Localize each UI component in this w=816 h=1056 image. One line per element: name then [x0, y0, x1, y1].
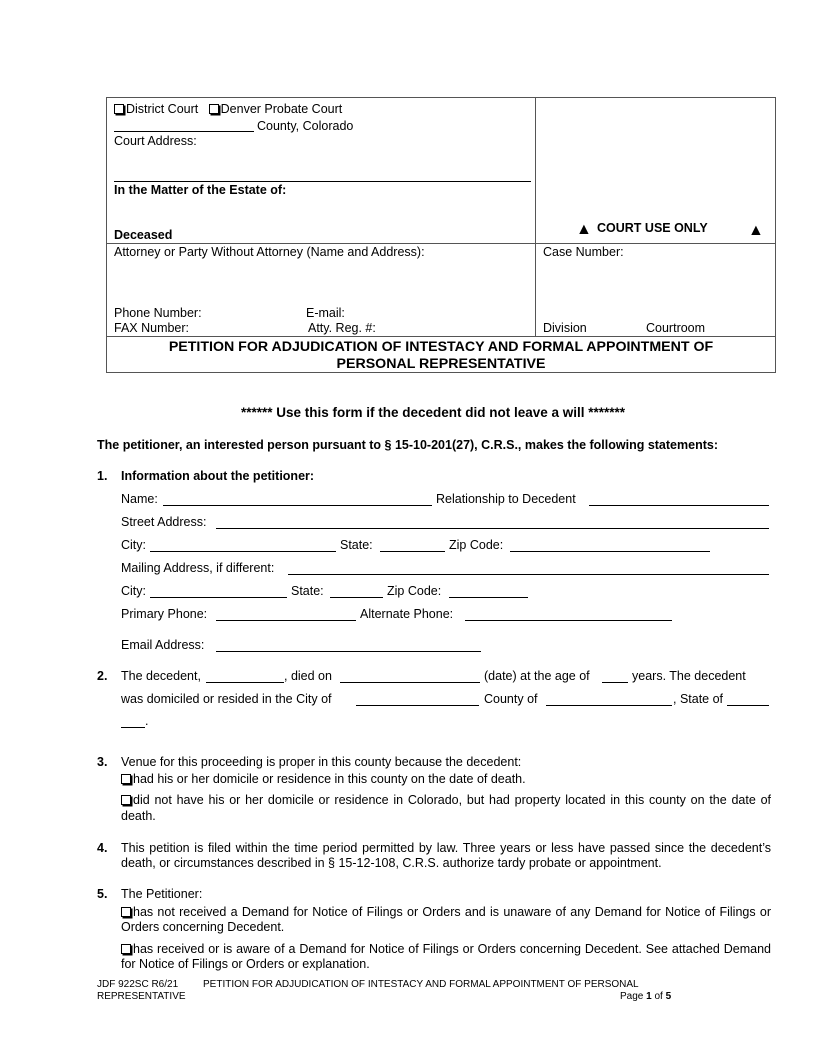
street-address-label: Street Address:	[121, 515, 207, 529]
venue-option-2-label: did not have his or her domicile or residence in Colorado, but had property located in this county on the date of death.	[121, 793, 771, 823]
mailing-state-field[interactable]	[330, 597, 383, 598]
footer-title-line-1: PETITION FOR ADJUDICATION OF INTESTACY AND FORMAL APPOINTMENT OF PERSONAL	[203, 979, 639, 990]
denver-probate-court-label: Denver Probate Court	[220, 102, 343, 116]
domicile-county-field[interactable]	[546, 705, 672, 706]
section-3-number: 3.	[97, 755, 108, 769]
footer-page-number	[620, 991, 671, 1002]
atty-reg-label: Atty. Reg. #:	[308, 321, 376, 335]
footer-title-line-2: REPRESENTATIVE	[97, 991, 186, 1002]
up-triangle-icon-right: ▲	[748, 222, 764, 239]
matter-of-estate-label: In the Matter of the Estate of:	[114, 183, 287, 197]
age-field[interactable]	[602, 682, 628, 683]
timeliness-text: This petition is filed within the time period permitted by law. Three years or less have passed since the decedent’s death, or circumstances described in § 15-12-108, C.R.S. authorize tardy probate or appointment.	[121, 841, 771, 870]
deceased-label: Deceased	[114, 228, 173, 242]
demand-option-2-checkbox[interactable]	[121, 944, 131, 954]
email-address-label: Email Address:	[121, 638, 205, 652]
form-title-line-2: PERSONAL REPRESENTATIVE	[336, 356, 546, 372]
county-name-field[interactable]	[114, 131, 254, 132]
state-label: State:	[340, 538, 373, 552]
venue-option-2-checkbox[interactable]	[121, 795, 131, 805]
case-number-label: Case Number:	[543, 245, 624, 259]
county-colorado-label: County, Colorado	[257, 119, 354, 133]
court-address-field[interactable]	[114, 181, 531, 182]
section-4-number: 4.	[97, 841, 108, 855]
caption-row-divider-1	[106, 243, 776, 244]
demand-option-1	[121, 905, 771, 935]
court-use-only-label: COURT USE ONLY	[597, 221, 708, 235]
email-label: E-mail:	[306, 306, 345, 320]
mailing-zip-field[interactable]	[449, 597, 528, 598]
intro-statement: The petitioner, an interested person pursuant to § 15-10-201(27), C.R.S., makes the following statements:	[97, 438, 718, 452]
footer-form-id: JDF 922SC R6/21	[97, 979, 179, 990]
decedent-text-1: The decedent,	[121, 669, 201, 683]
decedent-text-6: County of	[484, 692, 538, 706]
section-1-number: 1.	[97, 469, 108, 483]
zip-code-field[interactable]	[510, 551, 710, 552]
mailing-address-label: Mailing Address, if different:	[121, 561, 275, 575]
page-prefix: Page	[620, 991, 644, 1002]
demand-option-2	[121, 942, 771, 972]
caption-vertical-divider	[535, 97, 536, 336]
domicile-state-field-continued[interactable]	[121, 727, 145, 728]
zip-code-label: Zip Code:	[449, 538, 504, 552]
decedent-text-7: , State of	[673, 692, 724, 706]
decedent-text-3: (date) at the age of	[484, 669, 590, 683]
decedent-name-field[interactable]	[206, 682, 284, 683]
court-select-row	[114, 102, 342, 116]
date-of-death-field[interactable]	[340, 682, 480, 683]
decedent-text-2: , died on	[284, 669, 332, 683]
venue-text: Venue for this proceeding is proper in this county because the decedent:	[121, 755, 522, 769]
page-current: 1	[646, 991, 652, 1002]
page-total: 5	[665, 991, 672, 1002]
form-title-line-1: PETITION FOR ADJUDICATION OF INTESTACY AND FORMAL APPOINTMENT OF	[168, 339, 714, 355]
caption-row-divider-2	[106, 336, 776, 337]
section-2-number: 2.	[97, 669, 108, 683]
email-address-field[interactable]	[216, 651, 481, 652]
domicile-city-field[interactable]	[356, 705, 479, 706]
alternate-phone-field[interactable]	[465, 620, 672, 621]
phone-number-label: Phone Number:	[114, 306, 202, 320]
city-label: City:	[121, 538, 146, 552]
venue-option-2	[121, 793, 771, 824]
district-court-checkbox[interactable]	[114, 104, 124, 114]
relationship-field[interactable]	[589, 505, 769, 506]
fax-number-label: FAX Number:	[114, 321, 190, 335]
up-triangle-icon-left: ▲	[576, 221, 592, 238]
section-1-heading: Information about the petitioner:	[121, 469, 315, 483]
district-court-label: District Court	[126, 102, 199, 116]
decedent-text-8: .	[145, 714, 149, 728]
primary-phone-label: Primary Phone:	[121, 607, 208, 621]
will-notice: ****** Use this form if the decedent did not leave a will *******	[240, 405, 626, 420]
name-label: Name:	[121, 492, 158, 506]
alternate-phone-label: Alternate Phone:	[360, 607, 454, 621]
venue-option-1-checkbox[interactable]	[121, 774, 131, 784]
venue-option-1-label: had his or her domicile or residence in this county on the date of death.	[133, 772, 526, 786]
demand-option-2-label: has received or is aware of a Demand for Notice of Filings or Orders concerning Decedent. See attached Demand for Notice of Filings or Orders or explanation.	[121, 942, 771, 971]
street-address-field[interactable]	[216, 528, 769, 529]
demand-option-1-label: has not received a Demand for Notice of Filings or Orders and is unaware of any Demand for Notice of Filings or Orders concerning Decedent.	[121, 905, 771, 934]
petitioner-demand-text: The Petitioner:	[121, 887, 203, 901]
court-address-label: Court Address:	[114, 134, 197, 148]
division-label: Division	[543, 321, 587, 335]
mailing-city-field[interactable]	[150, 597, 287, 598]
decedent-text-4: years. The decedent	[632, 669, 746, 683]
mailing-address-field[interactable]	[288, 574, 769, 575]
demand-option-1-checkbox[interactable]	[121, 907, 131, 917]
state-field[interactable]	[380, 551, 445, 552]
courtroom-label: Courtroom	[646, 321, 706, 335]
mailing-state-label: State:	[291, 584, 324, 598]
attorney-label: Attorney or Party Without Attorney (Name and Address):	[114, 245, 425, 259]
relationship-label: Relationship to Decedent	[436, 492, 576, 506]
mailing-zip-label: Zip Code:	[387, 584, 442, 598]
petitioner-name-field[interactable]	[163, 505, 432, 506]
venue-option-1	[121, 772, 526, 786]
page-of: of	[654, 991, 663, 1002]
domicile-state-field[interactable]	[727, 705, 769, 706]
primary-phone-field[interactable]	[216, 620, 356, 621]
decedent-text-5: was domiciled or resided in the City of	[121, 692, 332, 706]
denver-probate-court-checkbox[interactable]	[209, 104, 219, 114]
city-field[interactable]	[150, 551, 336, 552]
section-5-number: 5.	[97, 887, 108, 901]
mailing-city-label: City:	[121, 584, 146, 598]
